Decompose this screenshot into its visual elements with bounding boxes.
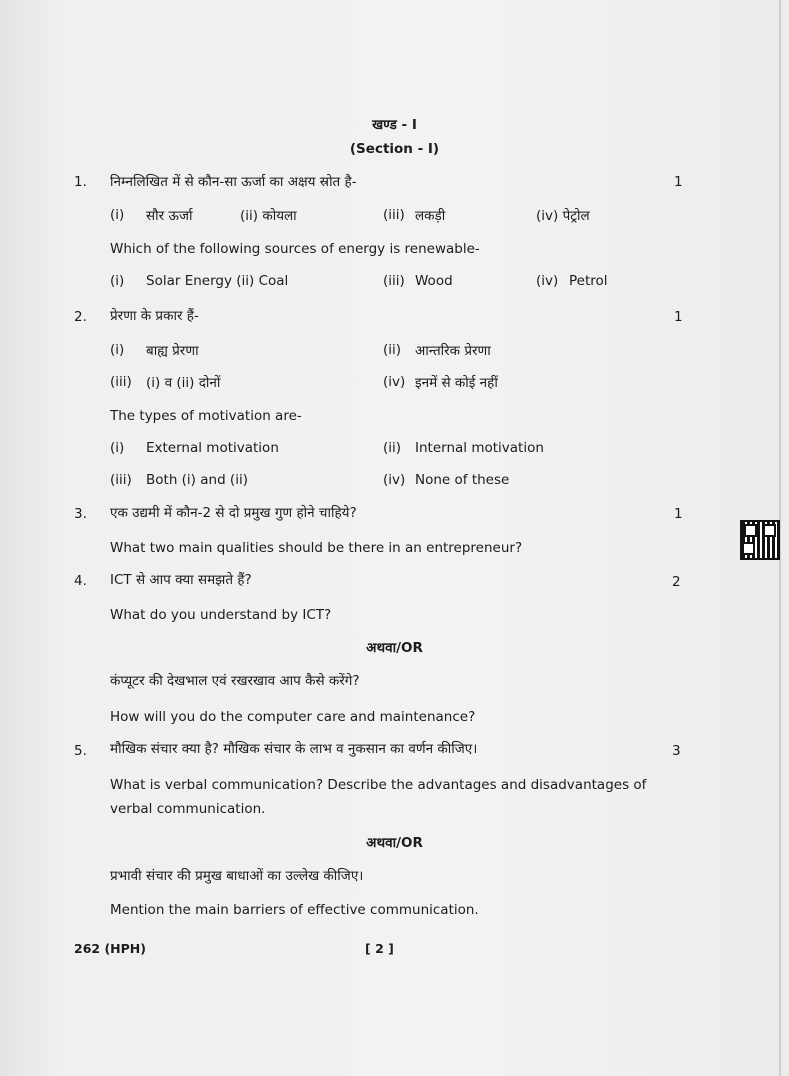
q1-hi-opt-iii-text: लकड़ी [415, 208, 446, 224]
q2-hi-opt-ii: (ii) [383, 342, 402, 358]
q2-hi-opt-iii: (iii) [110, 374, 132, 390]
q2-marks: 1 [674, 309, 683, 325]
q5-number: 5. [74, 743, 87, 759]
q4-or: अथवा/OR [366, 640, 423, 656]
footer-page-number: [ 2 ] [365, 941, 394, 956]
q1-en-opt-iv-text: Petrol [569, 273, 608, 289]
q2-hindi: प्रेरणा के प्रकार हैं- [110, 308, 199, 324]
q2-hi-opt-ii-text: आन्तरिक प्रेरणा [415, 343, 491, 359]
section-title-english: (Section - I) [349, 141, 440, 157]
q1-hi-opt-iii: (iii) [383, 207, 405, 223]
q2-hi-opt-i-text: बाह्य प्रेरणा [146, 343, 199, 359]
q1-en-opt-iii: (iii) [383, 273, 405, 289]
q2-hi-opt-i: (i) [110, 342, 125, 358]
footer-paper-code: 262 (HPH) [74, 941, 146, 956]
q2-en-opt-iii: (iii) [110, 472, 132, 488]
q5-marks: 3 [672, 743, 681, 759]
q4-alt-english: How will you do the computer care and maintenance? [110, 709, 476, 725]
q5-english-line2: verbal communication. [110, 801, 266, 817]
q1-number: 1. [74, 174, 87, 190]
q1-english: Which of the following sources of energy is renewable- [110, 241, 480, 257]
q2-english: The types of motivation are- [110, 408, 302, 424]
q2-en-opt-iv-text: None of these [415, 472, 510, 488]
q2-hi-opt-iii-text: (i) व (ii) दोनों [146, 375, 221, 391]
q2-hi-opt-iv-text: इनमें से कोई नहीं [415, 375, 498, 391]
q1-hi-opt-iv: (iv) पेट्रोल [536, 208, 590, 224]
q1-marks: 1 [674, 174, 683, 190]
q4-hindi: ICT से आप क्या समझते हैं? [110, 572, 252, 588]
q5-alt-hindi: प्रभावी संचार की प्रमुख बाधाओं का उल्लेख कीजिए। [110, 868, 364, 884]
q2-hi-opt-iv: (iv) [383, 374, 406, 390]
q5-or: अथवा/OR [366, 835, 423, 851]
q1-en-opt-i: (i) [110, 273, 125, 289]
q5-hindi: मौखिक संचार क्या है? मौखिक संचार के लाभ व नुकसान का वर्णन कीजिए। [110, 741, 478, 757]
q5-english-line1: What is verbal communication? Describe the advantages and disadvantages of [110, 777, 647, 793]
q2-en-opt-iii-text: Both (i) and (ii) [146, 472, 248, 488]
q2-en-opt-i-text: External motivation [146, 440, 279, 456]
q1-hindi: निम्नलिखित में से कौन-सा ऊर्जा का अक्षय स्रोत है- [110, 174, 357, 190]
q2-number: 2. [74, 309, 87, 325]
qr-code-corner [742, 542, 755, 555]
q2-en-opt-ii: (ii) [383, 440, 402, 456]
q1-en-opt-i-ii: Solar Energy (ii) Coal [146, 273, 289, 289]
q1-hi-opt-ii: (ii) कोयला [240, 208, 297, 224]
q2-en-opt-iv: (iv) [383, 472, 406, 488]
q3-english: What two main qualities should be there in an entrepreneur? [110, 540, 523, 556]
q3-hindi: एक उद्यमी में कौन-2 से दो प्रमुख गुण होने चाहिये? [110, 505, 357, 521]
q4-alt-hindi: कंप्यूटर की देखभाल एवं रखरखाव आप कैसे करेंगे? [110, 673, 360, 689]
q3-marks: 1 [674, 506, 683, 522]
q4-number: 4. [74, 573, 87, 589]
q1-hi-opt-i: (i) [110, 207, 125, 223]
q5-alt-english: Mention the main barriers of effective communication. [110, 902, 479, 918]
q1-hi-opt-i-text: सौर ऊर्जा [146, 208, 193, 224]
q3-number: 3. [74, 506, 87, 522]
q2-en-opt-i: (i) [110, 440, 125, 456]
section-title-hindi: खण्ड - I [372, 117, 417, 133]
q4-marks: 2 [672, 574, 681, 590]
q2-en-opt-ii-text: Internal motivation [415, 440, 544, 456]
q1-en-opt-iii-text: Wood [415, 273, 453, 289]
q1-en-opt-iv: (iv) [536, 273, 559, 289]
q4-english: What do you understand by ICT? [110, 607, 332, 623]
